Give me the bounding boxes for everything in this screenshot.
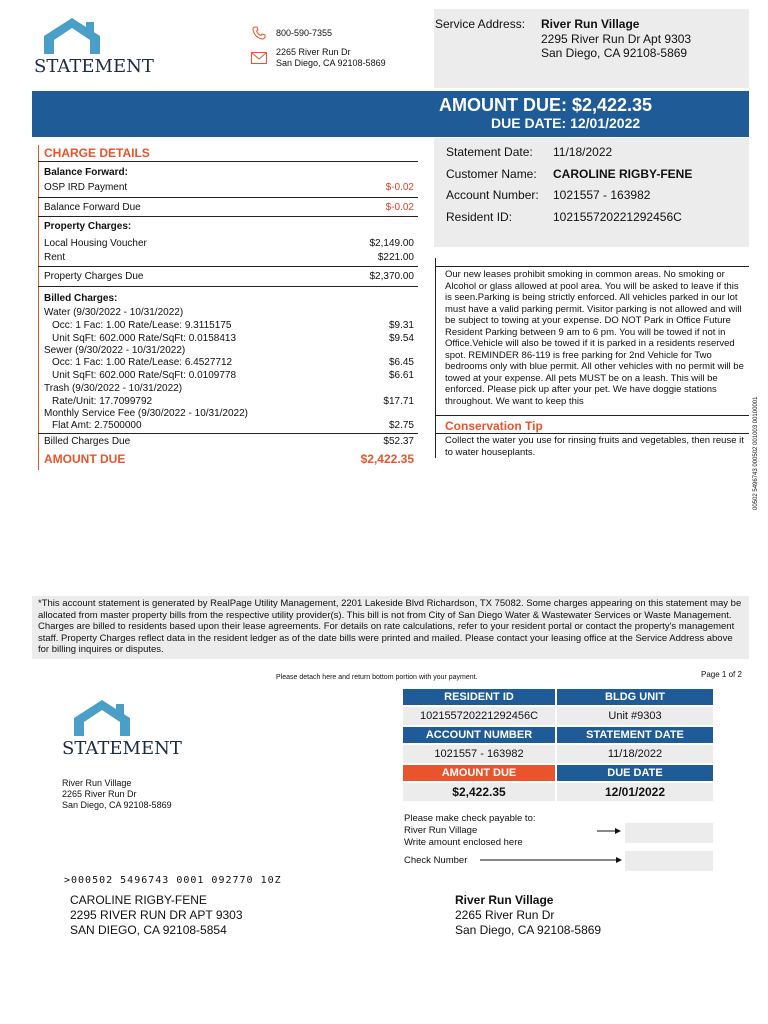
stub-resident-id: 102155720221292456C: [403, 707, 555, 725]
logo-text: STATEMENT: [34, 56, 154, 77]
remit-line1: 2265 River Run Dr: [455, 908, 555, 922]
side-barcode-text: 00502 5496743 000502 001003 00100001: [753, 396, 759, 510]
billed-charges-due-row: Billed Charges Due $52.37: [44, 436, 414, 447]
conservation-tip-title: Conservation Tip: [445, 419, 543, 433]
balance-forward-header: Balance Forward:: [44, 167, 128, 178]
stub-bldg-unit: Unit #9303: [557, 707, 713, 725]
amount-enclosed-field[interactable]: [625, 823, 713, 843]
service-address-box: [434, 9, 749, 88]
divider-5: [38, 433, 418, 434]
house-logo-icon: [34, 18, 138, 54]
customer-line2: SAN DIEGO, CA 92108-5854: [70, 923, 227, 937]
title-divider: [38, 161, 418, 162]
resident-id-header: RESIDENT ID: [403, 689, 555, 705]
divider-4: [38, 286, 418, 287]
customer-name: CAROLINE RIGBY-FENE: [70, 893, 207, 907]
remit-name: River Run Village: [455, 893, 554, 907]
osp-ird-payment-row: OSP IRD Payment $-0.02: [44, 182, 414, 193]
check-number-field[interactable]: [625, 851, 713, 871]
statement-date-label: Statement Date:: [446, 145, 533, 159]
amount-due-total: $2,422.35: [360, 452, 414, 466]
charge-details-title: CHARGE DETAILS: [44, 146, 150, 160]
bldg-unit-header: BLDG UNIT: [557, 689, 713, 705]
property-charges-header: Property Charges:: [44, 221, 132, 232]
tip-title-underline: [435, 433, 749, 434]
notice-top-border: [435, 266, 749, 267]
water-unit-amount: $9.54: [388, 333, 414, 344]
customer-name-value: CAROLINE RIGBY-FENE: [553, 167, 693, 181]
housing-voucher-amount: $2,149.00: [369, 238, 414, 249]
resident-id-label: Resident ID:: [446, 210, 513, 224]
customer-name-label: Customer Name:: [446, 167, 537, 181]
phone-number: 800-590-7355: [276, 28, 333, 38]
stub-account-number: 1021557 - 163982: [403, 745, 555, 763]
resident-id-value: 102155720221292456C: [553, 210, 682, 224]
water-unit-row: Unit SqFt: 602.000 Rate/SqFt: 0.0158413 $9.54: [52, 333, 414, 344]
banner-amount-due: AMOUNT DUE: $2,422.35: [439, 95, 653, 115]
account-number-label: Account Number:: [446, 188, 539, 202]
mailing-address-line1: 2265 River Run Dr: [276, 47, 351, 57]
billed-charges-due-amount: $52.37: [383, 436, 414, 447]
water-row: Water (9/30/2022 - 10/31/2022): [44, 307, 184, 318]
monthly-service-fee-row: Monthly Service Fee (9/30/2022 - 10/31/2022): [44, 408, 249, 419]
check-number-arrow-icon: [480, 856, 622, 864]
sewer-occ-row: Occ: 1 Fac: 1.00 Rate/Lease: 6.4527712 $6.45: [52, 357, 414, 368]
rent-row: Rent $221.00: [44, 252, 414, 263]
mailing-address-line2: San Diego, CA 92108-5869: [276, 58, 386, 68]
property-charges-due-amount: $2,370.00: [369, 271, 414, 282]
notice-left-border: [435, 258, 436, 458]
trash-amount: $17.71: [383, 396, 414, 407]
divider-2: [38, 216, 418, 217]
scan-line: >000502 5496743 0001 092770 10Z: [64, 875, 282, 886]
msf-amount: $2.75: [388, 420, 414, 431]
stub-return-line1: 2265 River Run Dr: [62, 789, 137, 799]
stub-due-date: 12/01/2022: [557, 783, 713, 801]
conservation-tip-text: Collect the water you use for rinsing fruits and vegetables, then reuse it to water houseplants.: [445, 435, 744, 458]
tip-top-border: [435, 415, 749, 416]
osp-ird-amount: $-0.02: [385, 182, 414, 193]
payable-line3: Write amount enclosed here: [404, 837, 523, 848]
sewer-unit-row: Unit SqFt: 602.000 Rate/SqFt: 0.0109778 $6.61: [52, 370, 414, 381]
stub-statement-date: 11/18/2022: [557, 745, 713, 763]
statement-date-value: 11/18/2022: [553, 145, 613, 159]
sewer-unit-amount: $6.61: [388, 370, 414, 381]
due-date-header: DUE DATE: [557, 765, 713, 781]
divider-1: [38, 197, 418, 198]
housing-voucher-row: Local Housing Voucher $2,149.00: [44, 238, 414, 249]
detach-instructions: Please detach here and return bottom portion with your payment.: [276, 674, 478, 681]
disclaimer-text: *This account statement is generated by RealPage Utility Management, 2201 Lakeside Blvd Richardson, TX 75082. Some charges appearing on this statement may be allocated from master property bills from the respective utility provider(s). This bill is not from City of San Diego Water & Wastewater Services or Waste Management. Charges are billed to residents based upon their lease agreements. For details on rate calculations, refer to your resident portal or contact the property's management staff. Property Charges reflect data in the resident ledger as of the date bills were printed and mailed. Please contact your leasing office at the Service Address above for billing inquires or disputes.: [38, 598, 742, 656]
statement-date-header: STATEMENT DATE: [557, 727, 713, 743]
water-occ-row: Occ: 1 Fac: 1.00 Rate/Lease: 9.3115175 $9.31: [52, 320, 414, 331]
account-number-header: ACCOUNT NUMBER: [403, 727, 555, 743]
stub-logo: [62, 700, 182, 760]
rent-amount: $221.00: [377, 252, 414, 263]
stub-return-name: River Run Village: [62, 778, 132, 788]
stub-house-logo-icon: [62, 700, 166, 736]
balance-forward-due-amount: $-0.02: [385, 202, 414, 213]
balance-forward-due-row: Balance Forward Due $-0.02: [44, 202, 414, 213]
trash-rate-row: Rate/Unit: 17.7099792 $17.71: [52, 396, 414, 407]
stub-amount-due: $2,422.35: [403, 783, 555, 801]
amount-due-banner: [32, 91, 749, 137]
check-number-label: Check Number: [404, 855, 468, 866]
sewer-row: Sewer (9/30/2022 - 10/31/2022): [44, 345, 186, 356]
remit-line2: San Diego, CA 92108-5869: [455, 923, 602, 937]
billed-charges-header: Billed Charges:: [44, 293, 118, 304]
notice-text: Our new leases prohibit smoking in common areas. No smoking or Alcohol or glass allowed at pool area. You will be asked to leave if this is seen.Parking is being strictly enforced. All vehicles parked in our lot must have a valid parking permit. Visitor parking is not allowed and will be subject to towing at your expense. DO NOT Park in Office Future Resident Parking between 9 am to 6 pm. You will be towed if not in Office.Vehicle will also be towed if it is parked in a residents reserved spot. REMINDER 86-119 is free parking for 2nd Vehicle for Two bedrooms only with blue permit. All other vehicles with no permit will be towed at your expense. All pets MUST be on a leash. This will be enforced. Please pick up after your pet. We have doggie stations throughout. We want to keep this: [445, 269, 744, 407]
payable-line2: River Run Village: [404, 825, 478, 836]
company-logo: [34, 18, 154, 77]
stub-logo-text: STATEMENT: [62, 738, 182, 759]
property-charges-due-row: Property Charges Due $2,370.00: [44, 271, 414, 282]
banner-due-date: DUE DATE: 12/01/2022: [491, 115, 641, 131]
divider-3: [38, 266, 418, 267]
sewer-occ-amount: $6.45: [388, 357, 414, 368]
service-address-label: Service Address:: [435, 17, 526, 31]
amount-due-header: AMOUNT DUE: [403, 765, 555, 781]
phone-icon: [252, 26, 266, 40]
service-name: River Run Village: [541, 17, 640, 31]
account-info-box: [434, 138, 749, 247]
amount-due-row: AMOUNT DUE $2,422.35: [44, 452, 414, 466]
payable-line1: Please make check payable to:: [404, 813, 536, 824]
account-number-value: 1021557 - 163982: [553, 188, 651, 202]
service-line2: San Diego, CA 92108-5869: [541, 46, 688, 60]
msf-flat-row: Flat Amt: 2.7500000 $2.75: [52, 420, 414, 431]
charges-left-border: [38, 145, 39, 470]
customer-line1: 2295 RIVER RUN DR APT 9303: [70, 908, 243, 922]
page-number: Page 1 of 2: [701, 670, 742, 679]
trash-row: Trash (9/30/2022 - 10/31/2022): [44, 383, 183, 394]
service-line1: 2295 River Run Dr Apt 9303: [541, 32, 692, 46]
amount-arrow-icon: [597, 827, 621, 835]
mail-icon: [251, 52, 267, 64]
stub-return-line2: San Diego, CA 92108-5869: [62, 800, 172, 810]
water-occ-amount: $9.31: [388, 320, 414, 331]
disclaimer-box: [32, 596, 749, 659]
